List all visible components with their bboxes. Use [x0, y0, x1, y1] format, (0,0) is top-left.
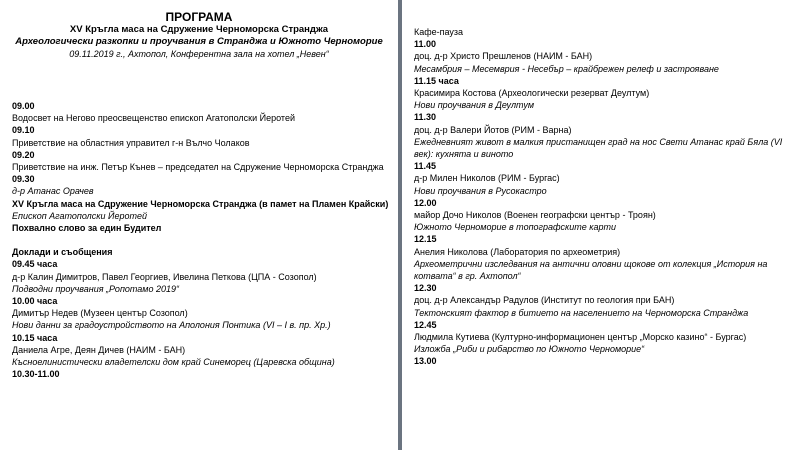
program-line: Анелия Николова (Лаборатория по археометрия) [414, 246, 621, 257]
time-label: 10.30-11.00 [12, 369, 60, 380]
time-label: 10.00 часа [12, 296, 58, 307]
program-line: Нови данни за градоустройството на Аполония Понтика (VI – I в. пр. Хр.) [12, 320, 331, 331]
program-subtitle-2: Археологически разкопки и проучвания в Странджа и Южното Черноморие [15, 36, 383, 47]
time-label: 09.45 часа [12, 259, 58, 270]
program-line: Нови проучвания в Деултум [414, 100, 534, 111]
spacer [12, 234, 392, 246]
program-line: Ежедневният живот в малкия пристанищен град на нос Свети Атанас край Бяла (VI век): кухнята и виното [414, 136, 783, 160]
program-line: Подводни проучвания „Ропотамо 2019“ [12, 283, 179, 294]
program-line: д-р Калин Димитров, Павел Георгиев, Ивелина Петкова (ЦПА - Созопол) [12, 271, 317, 282]
program-line: Епископ Агатополски Йеротей [12, 210, 147, 221]
program-line: Даниела Агре, Деян Дичев (НАИМ - БАН) [12, 344, 186, 355]
program-line: Археометрични изследвания на антични оловни щокове от колекция „История на котвата“ в гр. Ахтопол“ [414, 258, 768, 282]
program-title: ПРОГРАМА [165, 10, 233, 24]
program-header [0, 10, 398, 60]
program-line: Изложба „Риби и рибарство по Южното Черноморие“ [414, 344, 645, 355]
time-label: 11.45 [414, 161, 437, 172]
time-label: 10.15 часа [12, 332, 58, 343]
program-line: Димитър Недев (Музеен център Созопол) [12, 308, 188, 319]
program-line: доц. д-р Христо Прешленов (НАИМ - БАН) [414, 51, 593, 62]
time-label: 12.00 [414, 197, 437, 208]
program-line: Водосвет на Негово преосвещенство епископ Агатополски Йеротей [12, 113, 295, 124]
program-line: доц. д-р Валери Йотов (РИМ - Варна) [414, 124, 572, 135]
time-label: 12.15 [414, 234, 437, 245]
time-label: 13.00 [414, 356, 437, 367]
program-line: д-р Атанас Орачев [12, 186, 94, 197]
program-line: Красимира Костова (Археологически резерват Деултум) [414, 88, 650, 99]
program-line: Похвално слово за един Будител [12, 223, 162, 234]
time-label: 12.30 [414, 283, 437, 294]
program-line: XV Кръгла маса на Сдружение Черноморска Странджа (в памет на Пламен Крайски) [12, 198, 389, 209]
program-line: Доклади и съобщения [12, 247, 113, 258]
program-line: Кафе-пауза [414, 27, 464, 37]
program-line: д-р Милен Николов (РИМ - Бургас) [414, 173, 560, 184]
program-line: Приветствие на областния управител г-н Вълчо Чолаков [12, 137, 250, 148]
program-line: Тектонският фактор в битието на населението на Черноморска Странджа [414, 307, 749, 318]
time-label: 11.00 [414, 39, 437, 50]
time-label: 12.45 [414, 319, 437, 330]
program-line: Нови проучвания в Русокастро [414, 185, 547, 196]
time-label: 11.30 [414, 112, 437, 123]
time-label: 09.00 [12, 101, 35, 111]
time-label: 09.10 [12, 125, 35, 136]
right-column [414, 26, 794, 368]
left-column [12, 100, 392, 380]
left-page [0, 0, 398, 450]
program-subtitle: XV Кръгла маса на Сдружение Черноморска Странджа [69, 24, 329, 35]
program-line: Южното Черноморие в топографските карти [414, 222, 617, 233]
program-line: майор Дочо Николов (Военен географски център - Троян) [414, 210, 656, 221]
program-line: Късноелинистически владетелски дом край Синеморец (Царевска община) [12, 357, 335, 368]
program-line: Приветствие на инж. Петър Кънев – председател на Сдружение Черноморска Странджа [12, 162, 384, 173]
program-date-place: 09.11.2019 г., Ахтопол, Конферентна зала на хотел „Невен“ [69, 49, 329, 59]
program-line: Месамбрия – Месемврия - Несебър – крайбрежен релеф и застрояване [414, 63, 719, 74]
right-page [402, 0, 800, 450]
program-line: доц. д-р Александър Радулов (Институт по геология при БАН) [414, 295, 675, 306]
time-label: 11.15 часа [414, 75, 459, 86]
time-label: 09.20 [12, 149, 35, 160]
program-line: Людмила Кутиева (Културно-информационен център „Морско казино“ - Бургас) [414, 332, 747, 343]
time-label: 09.30 [12, 174, 35, 185]
